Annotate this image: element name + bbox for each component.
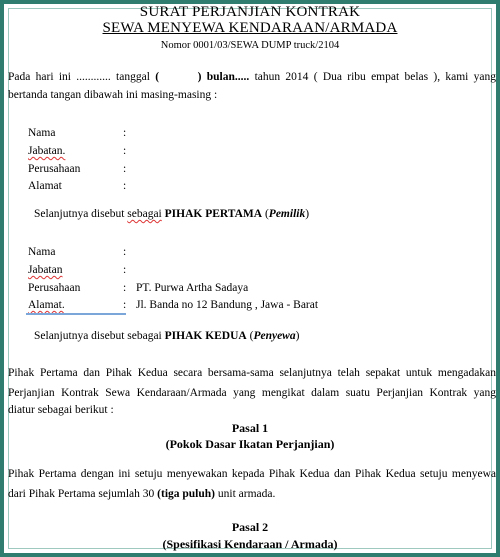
p1-label-alamat: Alamat xyxy=(28,180,62,192)
agreement-line-1: Pihak Pertama dan Pihak Kedua secara bersama-sama selanjutnya telah sepakat untuk mengadakan xyxy=(8,367,496,379)
p2-label-alamat-text: Alamat. xyxy=(28,299,65,311)
pasal-2-title: Pasal 2 xyxy=(231,520,269,534)
agreement-line-2: Perjanjian Kontrak Sewa Kendaraan/Armada yang mengikat dalam suatu Perjanjian Kontrak yang xyxy=(8,387,496,399)
pasal-1-line-1: Pihak Pertama dengan ini setuju menyewakan kepada Pihak Kedua dan Pihak Kedua setuju menyewa xyxy=(8,468,496,480)
intro-line-2: bertanda tangan dibawah ini masing-masing : xyxy=(8,89,218,101)
p1-label-jabatan-text: Jabatan. xyxy=(28,145,66,157)
pasal-2-subtitle: (Spesifikasi Kendaraan / Armada) xyxy=(162,537,338,551)
p1-ref-prefix: Selanjutnya disebut xyxy=(34,208,125,220)
p2-label-alamat xyxy=(28,297,65,313)
p1-ref-role: Pemilik xyxy=(268,208,306,220)
p2-ref-name: PIHAK KEDUA xyxy=(164,330,247,342)
p2-label-jabatan xyxy=(28,262,62,278)
pasal-1-subtitle: (Pokok Dasar Ikatan Perjanjian) xyxy=(165,437,335,451)
pasal-1-title: Pasal 1 xyxy=(231,421,269,435)
p1-ref-role-close: ) xyxy=(305,208,310,220)
p1-label-nama: Nama xyxy=(28,127,56,139)
pasal-1-line-2-a: dari Pihak Pertama sejumlah 30 xyxy=(8,488,155,500)
intro-line-1-b: ( xyxy=(155,71,160,83)
p2-value-alamat: Jl. Banda no 12 Bandung , Jawa - Barat xyxy=(136,299,319,311)
p1-colon-jabatan: : xyxy=(123,145,127,157)
p1-ref-name: PIHAK PERTAMA xyxy=(164,208,263,220)
p2-ref-prefix: Selanjutnya disebut sebagai xyxy=(34,330,162,342)
party1-reference xyxy=(34,204,309,224)
title-line-1: SURAT PERJANJIAN KONTRAK xyxy=(139,4,361,20)
p1-colon-perusahaan: : xyxy=(123,163,127,175)
intro-line-1-c: ) bulan..... xyxy=(197,71,250,83)
intro-line-1-d: tahun 2014 ( Dua ribu empat belas ), kami yang xyxy=(254,71,497,83)
p2-label-nama: Nama xyxy=(28,246,56,258)
p1-ref-sebagai: sebagai xyxy=(127,208,162,220)
p1-label-perusahaan: Perusahaan xyxy=(28,163,81,175)
p1-colon-nama: : xyxy=(123,127,127,139)
title-line-2-text: SEWA MENYEWA KENDARAAN/ARMADA xyxy=(102,20,398,36)
document-number: Nomor 0001/03/SEWA DUMP truck/2104 xyxy=(160,40,340,51)
pasal-1-line-2-b: (tiga puluh) xyxy=(157,488,215,500)
intro-line-1-a: Pada hari ini ............ tanggal xyxy=(8,71,150,83)
p2-ref-role-open: ( xyxy=(249,330,254,342)
party2-reference xyxy=(34,326,299,346)
selection-underline xyxy=(26,313,126,315)
p2-colon-alamat: : xyxy=(123,299,127,311)
title-line-2 xyxy=(0,20,500,36)
pasal-1-line-2-c: unit armada. xyxy=(217,488,276,500)
p2-label-jabatan-text: Jabatan xyxy=(28,264,63,276)
p1-colon-alamat: : xyxy=(123,180,127,192)
p2-colon-nama: : xyxy=(123,246,127,258)
agreement-line-3: diatur sebagai berikut : xyxy=(8,404,114,416)
p2-colon-perusahaan: : xyxy=(123,282,127,294)
p2-colon-jabatan: : xyxy=(123,264,127,276)
intro-line-1 xyxy=(8,70,496,84)
p2-label-perusahaan: Perusahaan xyxy=(28,282,81,294)
p2-ref-role-close: ) xyxy=(295,330,300,342)
p2-ref-role: Penyewa xyxy=(253,330,296,342)
p1-label-jabatan xyxy=(28,143,65,159)
pasal-1-line-2 xyxy=(8,484,275,504)
p1-ref-role-open: ( xyxy=(264,208,269,220)
p2-value-perusahaan: PT. Purwa Artha Sadaya xyxy=(136,282,249,294)
